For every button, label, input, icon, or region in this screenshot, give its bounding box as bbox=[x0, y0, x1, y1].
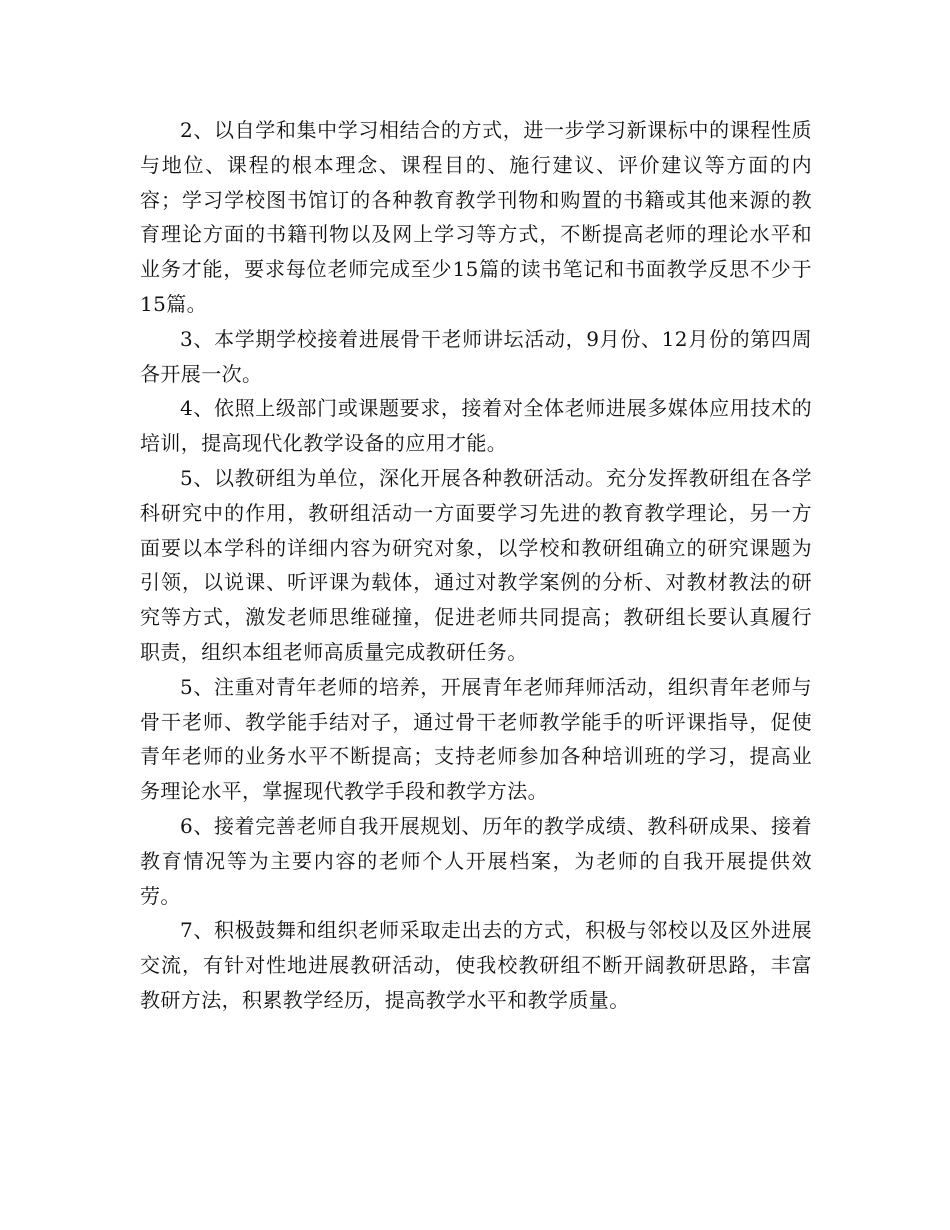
document-page bbox=[140, 113, 812, 1018]
paragraph-development-archives: 6、接着完善老师自我开展规划、历年的教学成绩、教科研成果、接着教育情况等为主要内容的老师个人开展档案，为老师的自我开展提供效劳。 bbox=[140, 813, 812, 908]
paragraph-multimedia-training: 4、依照上级部门或课题要求，接着对全体老师进展多媒体应用技术的培训，提高现代化教学设备的应用才能。 bbox=[140, 396, 812, 456]
paragraph-external-exchange: 7、积极鼓舞和组织老师采取走出去的方式，积极与邻校以及区外进展交流，有针对性地进展教研活动，使我校教研组不断开阔教研思路，丰富教研方法，积累教学经历，提高教学水平和教学质量。 bbox=[140, 918, 812, 1012]
paragraph-research-groups: 5、以教研组为单位，深化开展各种教研活动。充分发挥教研组在各学科研究中的作用，教研组活动一方面要学习先进的教育教学理论，另一方面要以本学科的详细内容为研究对象，以学校和教研组确立的研究课题为引领，以说课、听评课为载体，通过对教学案例的分析、对教材教法的研究等方式，激发老师思维碰撞，促进老师共同提高；教研组长要认真履行职责，组织本组老师高质量完成教研任务。 bbox=[140, 465, 812, 664]
paragraph-backbone-forum: 3、本学期学校接着进展骨干老师讲坛活动，9月份、12月份的第四周各开展一次。 bbox=[140, 326, 812, 386]
paragraph-young-teachers: 5、注重对青年老师的培养，开展青年老师拜师活动，组织青年老师与骨干老师、教学能手结对子，通过骨干老师教学能手的听评课指导，促使青年老师的业务水平不断提高；支持老师参加各种培训班的学习，提高业务理论水平，掌握现代教学手段和教学方法。 bbox=[140, 674, 812, 804]
paragraph-study-methods: 2、以自学和集中学习相结合的方式，进一步学习新课标中的课程性质与地位、课程的根本理念、课程目的、施行建议、评价建议等方面的内容；学习学校图书馆订的各种教育教学刊物和购置的书籍或其他来源的教育理论方面的书籍刊物以及网上学习等方式，不断提高老师的理论水平和业务才能，要求每位老师完成至少15篇的读书笔记和书面教学反思不少于15篇。 bbox=[140, 118, 812, 316]
